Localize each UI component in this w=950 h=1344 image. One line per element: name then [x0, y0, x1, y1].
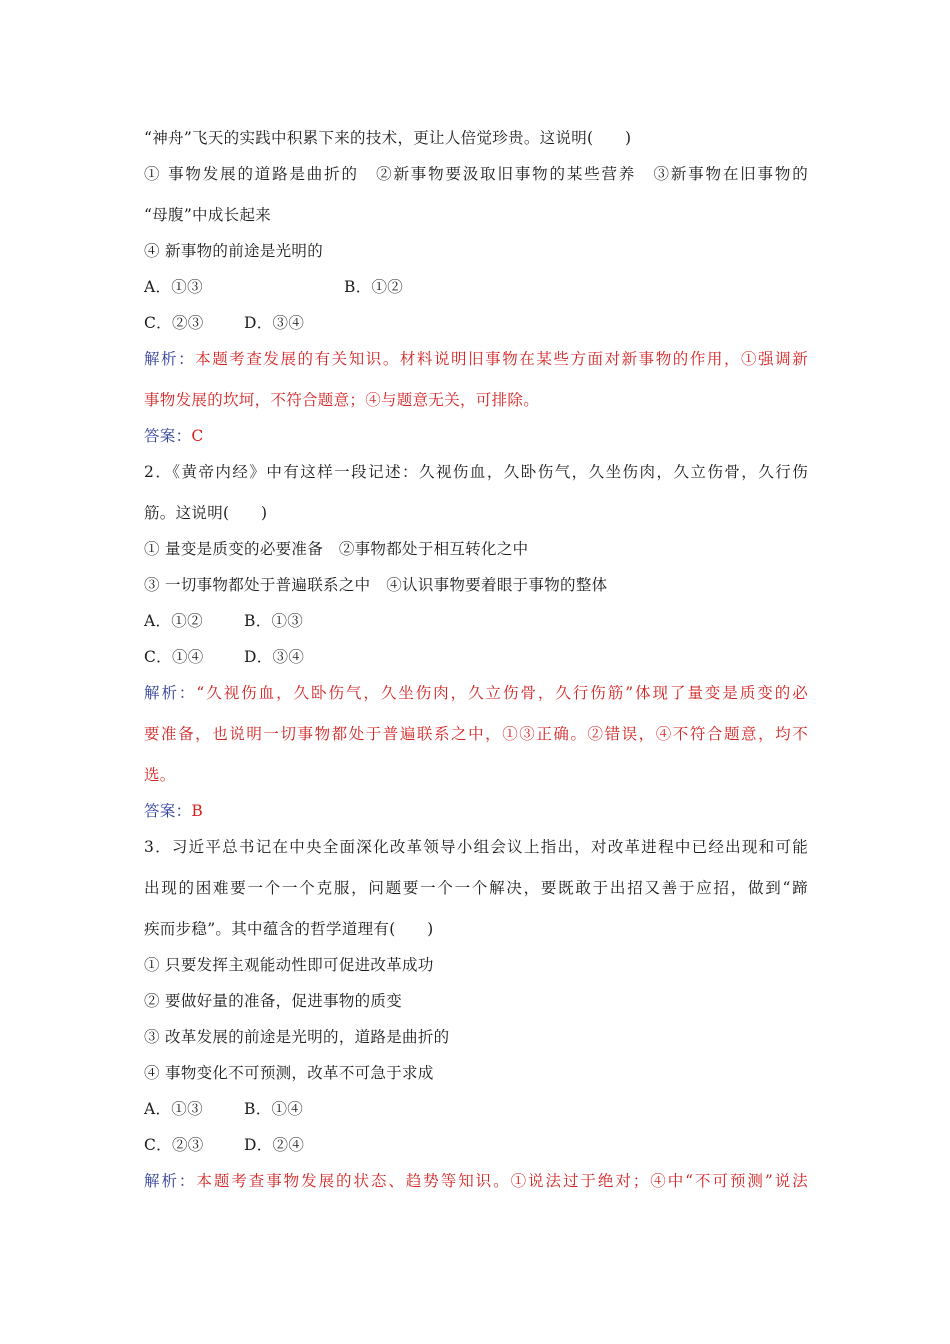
answer-value: C — [191, 427, 204, 445]
q1-choice-a: A．①③ — [144, 278, 203, 296]
q1-choices-row — [144, 313, 808, 333]
q2-choice-d: D．③④ — [244, 648, 305, 666]
q3-options-line: ④ 事物变化不可预测，改革不可急于求成 — [144, 1064, 434, 1082]
q1-choice-d: D．③④ — [244, 314, 305, 332]
q3-choices-row — [144, 1099, 808, 1119]
answer-label: 答案： — [144, 427, 192, 445]
q1-options-line: ① 事物发展的道路是曲折的 ②新事物要汲取旧事物的某些营养 ③新事物在旧事物的 — [144, 165, 808, 183]
q3-options-line: ③ 改革发展的前途是光明的，道路是曲折的 — [144, 1028, 450, 1046]
q2-choices-row — [144, 647, 808, 667]
q1-choice-c: C．②③ — [144, 314, 204, 332]
q3-choices-row — [144, 1135, 808, 1155]
q1-choices-row — [144, 277, 808, 297]
q2-stem-line: 筋。这说明( ) — [144, 504, 268, 522]
q2-analysis-line: 要准备，也说明一切事物都处于普遍联系之中，①③正确。②错误，④不符合题意，均不 — [144, 725, 808, 743]
q1-stem-line: “神舟”飞天的实践中积累下来的技术，更让人倍觉珍贵。这说明( ) — [144, 129, 632, 147]
analysis-text: 本题考查事物发展的状态、趋势等知识。①说法过于绝对；④中“不可预测”说法 — [196, 1172, 808, 1190]
q2-analysis — [144, 683, 808, 703]
q3-choice-a: A．①③ — [144, 1100, 203, 1118]
q2-choices-row — [144, 611, 808, 631]
q3-stem-line: 疾而步稳”。其中蕴含的哲学道理有( ) — [144, 920, 434, 938]
q3-stem-line: 3．习近平总书记在中央全面深化改革领导小组会议上指出，对改革进程中已经出现和可能 — [144, 838, 808, 856]
q3-choice-d: D．②④ — [244, 1136, 305, 1154]
q3-choice-c: C．②③ — [144, 1136, 204, 1154]
answer-value: B — [191, 802, 204, 820]
q1-choice-b: B．①② — [344, 278, 404, 296]
analysis-label: 解析： — [144, 350, 196, 368]
q3-choice-b: B．①④ — [244, 1100, 304, 1118]
q2-choice-b: B．①③ — [244, 612, 304, 630]
q1-analysis-line: 事物发展的坎坷，不符合题意；④与题意无关，可排除。 — [144, 391, 540, 409]
q3-analysis — [144, 1171, 808, 1191]
q3-options-line: ② 要做好量的准备，促进事物的质变 — [144, 992, 403, 1010]
q2-options-line: ③ 一切事物都处于普遍联系之中 ④认识事物要着眼于事物的整体 — [144, 576, 608, 594]
q1-options-line: “母腹”中成长起来 — [144, 206, 272, 224]
analysis-label: 解析： — [144, 684, 197, 702]
q2-analysis-line: 选。 — [144, 766, 176, 784]
q3-options-line: ① 只要发挥主观能动性即可促进改革成功 — [144, 956, 434, 974]
q1-answer — [144, 426, 204, 446]
q1-analysis — [144, 349, 808, 369]
analysis-label: 解析： — [144, 1172, 197, 1190]
q2-answer — [144, 801, 203, 821]
answer-label: 答案： — [144, 802, 192, 820]
q2-stem-line: 2．《黄帝内经》中有这样一段记述：久视伤血，久卧伤气，久坐伤肉，久立伤骨，久行伤 — [144, 463, 808, 481]
q3-stem-line: 出现的困难要一个一个克服，问题要一个一个解决，要既敢于出招又善于应招，做到“蹄 — [144, 879, 808, 897]
q1-options-line: ④ 新事物的前途是光明的 — [144, 242, 324, 260]
analysis-text: 本题考查发展的有关知识。材料说明旧事物在某些方面对新事物的作用，①强调新 — [195, 350, 808, 368]
q2-choice-c: C．①④ — [144, 648, 204, 666]
q2-options-line: ① 量变是质变的必要准备 ②事物都处于相互转化之中 — [144, 540, 529, 558]
q2-choice-a: A．①② — [144, 612, 203, 630]
analysis-text: “久视伤血，久卧伤气，久坐伤肉，久立伤骨，久行伤筋”体现了量变是质变的必 — [196, 684, 808, 702]
